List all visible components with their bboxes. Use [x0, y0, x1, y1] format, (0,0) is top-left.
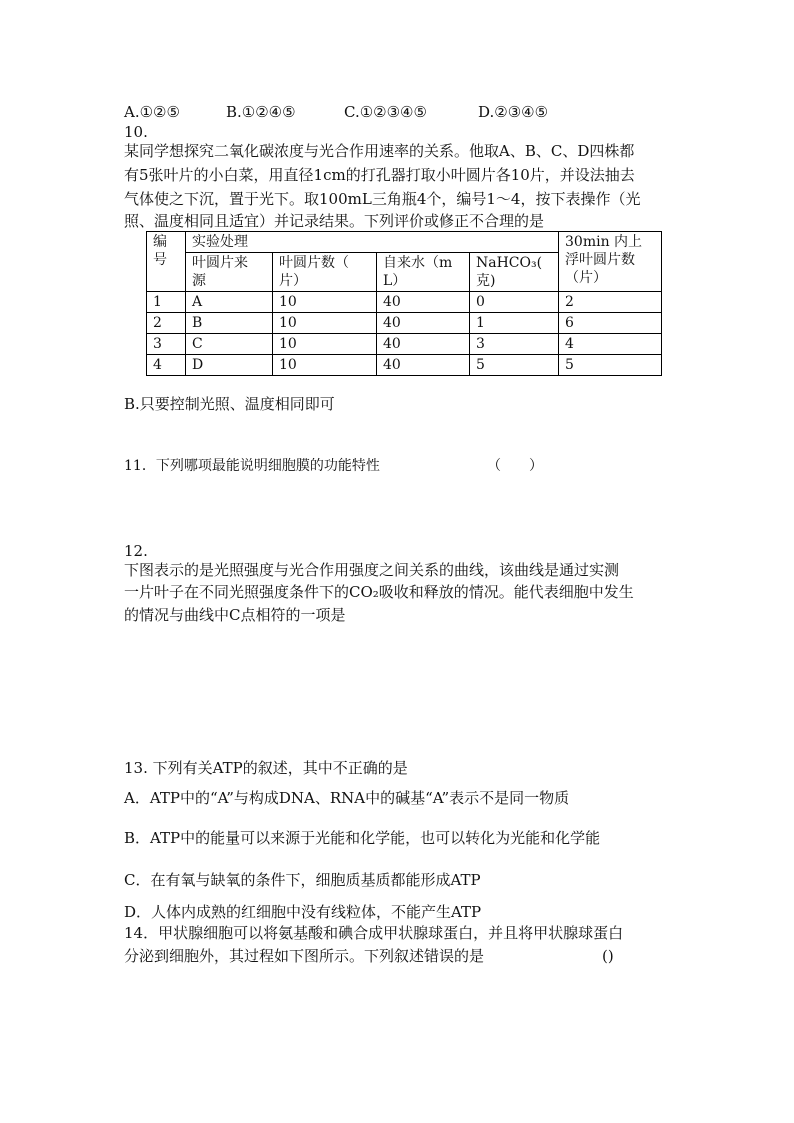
cell-number: 3 [147, 334, 186, 355]
cell-count: 10 [273, 292, 377, 313]
q12-number: 12. [124, 542, 148, 560]
q13-stem: 13. 下列有关ATP的叙述，其中不正确的是 [124, 759, 408, 777]
header-treatment-label: 实验处理 [192, 234, 248, 250]
table-row [147, 355, 662, 376]
cell-number: 2 [147, 313, 186, 334]
cell-water: 40 [377, 334, 470, 355]
q9-option-c: C.①②③④⑤ [344, 103, 427, 121]
q10-stem-line-4: 照、温度相同且适宜）并记录结果。下列评价或修正不合理的是 [124, 212, 545, 230]
header-treatment [186, 232, 559, 253]
cell-float: 4 [559, 334, 662, 355]
header-number [147, 232, 186, 292]
cell-count: 10 [273, 355, 377, 376]
cell-nahco3: 1 [470, 313, 559, 334]
subheader-water-line-1: 自来水（m [383, 255, 453, 271]
q9-option-a: A.①②⑤ [124, 103, 180, 121]
q10-stem-line-3: 气体使之下沉，置于光下。取100mL三角瓶4个，编号1～4，按下表操作（光 [124, 190, 641, 208]
header-number-line-1: 编 [153, 234, 167, 250]
q13-option-b: B．ATP中的能量可以来源于光能和化学能，也可以转化为光能和化学能 [124, 829, 601, 847]
subheader-source [186, 253, 273, 292]
q12-stem-line-1: 下图表示的是光照强度与光合作用强度之间关系的曲线，该曲线是通过实测 [124, 561, 620, 579]
q13-option-a: A．ATP中的“A”与构成DNA、RNA中的碱基“A”表示不是同一物质 [124, 789, 570, 807]
q10-number: 10. [124, 123, 148, 141]
subheader-source-line-1: 叶圆片来 [192, 255, 248, 271]
table-row [147, 334, 662, 355]
q14-stem-line-1: 14．甲状腺细胞可以将氨基酸和碘合成甲状腺球蛋白，并且将甲状腺球蛋白 [124, 924, 624, 942]
q14-stem-line-2: 分泌到细胞外，其过程如下图所示。下列叙述错误的是 [124, 947, 485, 965]
subheader-count-line-2: 片） [279, 273, 307, 289]
q12-stem-line-3: 的情况与曲线中C点相符的一项是 [124, 606, 346, 624]
cell-source: D [186, 355, 273, 376]
table-row [147, 313, 662, 334]
q9-option-d: D.②③④⑤ [478, 103, 549, 121]
cell-nahco3: 5 [470, 355, 559, 376]
subheader-count [273, 253, 377, 292]
cell-nahco3: 0 [470, 292, 559, 313]
cell-source: A [186, 292, 273, 313]
cell-water: 40 [377, 355, 470, 376]
subheader-nahco3-line-2: 克) [476, 273, 496, 289]
cell-count: 10 [273, 313, 377, 334]
cell-float: 6 [559, 313, 662, 334]
q12-stem-line-2: 一片叶子在不同光照强度条件下的CO₂吸收和释放的情况。能代表细胞中发生 [124, 583, 634, 601]
q10-stem-line-1: 某同学想探究二氧化碳浓度与光合作用速率的关系。他取A、B、C、D四株都 [124, 142, 635, 160]
cell-number: 4 [147, 355, 186, 376]
q10-stem-line-2: 有5张叶片的小白菜，用直径1cm的打孔器打取小叶圆片各10片，并设法抽去 [124, 166, 635, 184]
subheader-nahco3-line-1: NaHCO₃( [476, 255, 543, 271]
cell-number: 1 [147, 292, 186, 313]
subheader-nahco3 [470, 253, 559, 292]
header-number-line-2: 号 [153, 252, 167, 268]
header-result-line-2: 浮叶圆片数 [565, 252, 635, 268]
header-result [559, 232, 662, 292]
cell-nahco3: 3 [470, 334, 559, 355]
cell-source: B [186, 313, 273, 334]
q13-option-d: D．人体内成熟的红细胞中没有线粒体，不能产生ATP [124, 903, 482, 921]
q9-option-b: B.①②④⑤ [226, 103, 296, 121]
header-result-line-1: 30min 内上 [565, 234, 643, 250]
experiment-table [146, 231, 662, 376]
q11-answer-blank: （ ） [487, 458, 543, 474]
subheader-count-line-1: 叶圆片数（ [279, 255, 349, 271]
cell-water: 40 [377, 292, 470, 313]
q11-stem: 11．下列哪项最能说明细胞膜的功能特性 [124, 458, 380, 474]
cell-float: 2 [559, 292, 662, 313]
q10-option-b: B.只要控制光照、温度相同即可 [124, 395, 335, 413]
cell-count: 10 [273, 334, 377, 355]
subheader-water-line-2: L） [383, 273, 407, 289]
q14-answer-blank: () [602, 947, 614, 965]
subheader-source-line-2: 源 [192, 273, 206, 289]
subheader-water [377, 253, 470, 292]
table-row [147, 292, 662, 313]
table-header-row [147, 232, 662, 253]
q13-option-c: C．在有氧与缺氧的条件下，细胞质基质都能形成ATP [124, 871, 481, 889]
header-result-line-3: （片） [565, 270, 607, 286]
cell-water: 40 [377, 313, 470, 334]
cell-source: C [186, 334, 273, 355]
cell-float: 5 [559, 355, 662, 376]
